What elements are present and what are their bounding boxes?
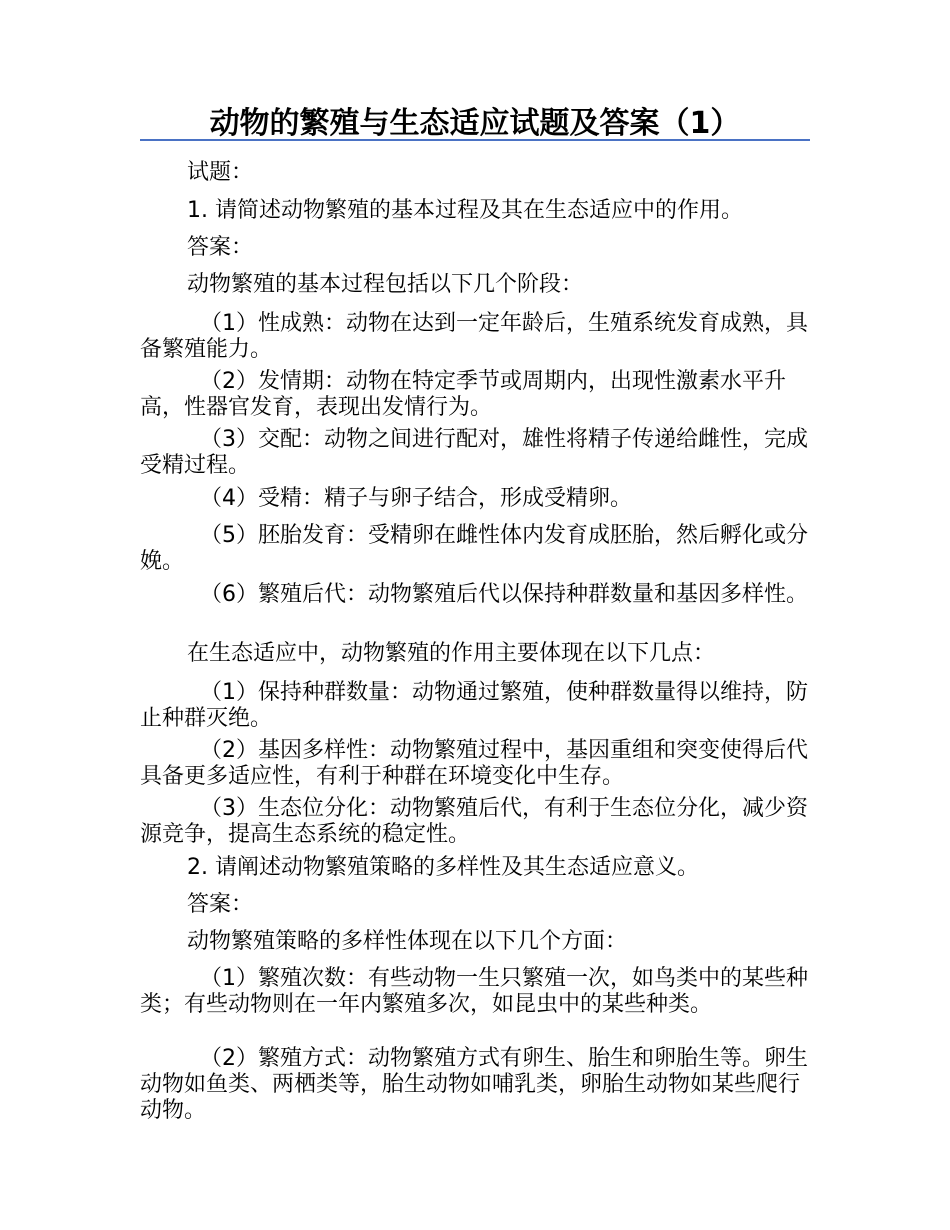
role-item: （2）基因多样性：动物繁殖过程中，基因重组和突变使得后代具备更多适应性，有利于种群在环境变化中生存。	[140, 738, 808, 789]
stage-item: （4）受精：精子与卵子结合，形成受精卵。	[200, 486, 632, 511]
role-item: （3）生态位分化：动物繁殖后代，有利于生态位分化，减少资源竞争，提高生态系统的稳定性。	[140, 796, 808, 847]
strategy-item: （2）繁殖方式：动物繁殖方式有卵生、胎生和卵胎生等。卵生动物如鱼类、两栖类等，胎生动物如哺乳类，卵胎生动物如某些爬行动物。	[140, 1046, 808, 1123]
stage-item: （3）交配：动物之间进行配对，雄性将精子传递给雌性，完成受精过程。	[140, 427, 808, 478]
stage-item: （5）胚胎发育：受精卵在雌性体内发育成胚胎，然后孵化或分娩。	[140, 523, 808, 574]
answer-2-intro: 动物繁殖策略的多样性体现在以下几个方面：	[187, 929, 628, 954]
section-label: 试题：	[187, 160, 254, 185]
strategy-item: （1）繁殖次数：有些动物一生只繁殖一次，如鸟类中的某些种类；有些动物则在一年内繁殖多次，如昆虫中的某些种类。	[140, 966, 808, 1017]
role-intro: 在生态适应中，动物繁殖的作用主要体现在以下几点：	[187, 641, 716, 666]
answer-label-2: 答案：	[187, 892, 254, 917]
stage-item: （6）繁殖后代：动物繁殖后代以保持种群数量和基因多样性。	[200, 582, 808, 607]
document-title: 动物的繁殖与生态适应试题及答案（1）	[209, 106, 741, 141]
role-item: （1）保持种群数量：动物通过繁殖，使种群数量得以维持，防止种群灭绝。	[140, 680, 808, 731]
stage-item: （1）性成熟：动物在达到一定年龄后，生殖系统发育成熟，具备繁殖能力。	[140, 311, 808, 362]
answer-label-1: 答案：	[187, 235, 254, 260]
question-2: 2. 请阐述动物繁殖策略的多样性及其生态适应意义。	[187, 855, 699, 880]
stage-item: （2）发情期：动物在特定季节或周期内，出现性激素水平升高，性器官发育，表现出发情行为。	[140, 369, 786, 420]
question-1: 1. 请简述动物繁殖的基本过程及其在生态适应中的作用。	[187, 198, 743, 223]
title-underline	[140, 139, 810, 141]
answer-1-intro: 动物繁殖的基本过程包括以下几个阶段：	[187, 272, 584, 297]
